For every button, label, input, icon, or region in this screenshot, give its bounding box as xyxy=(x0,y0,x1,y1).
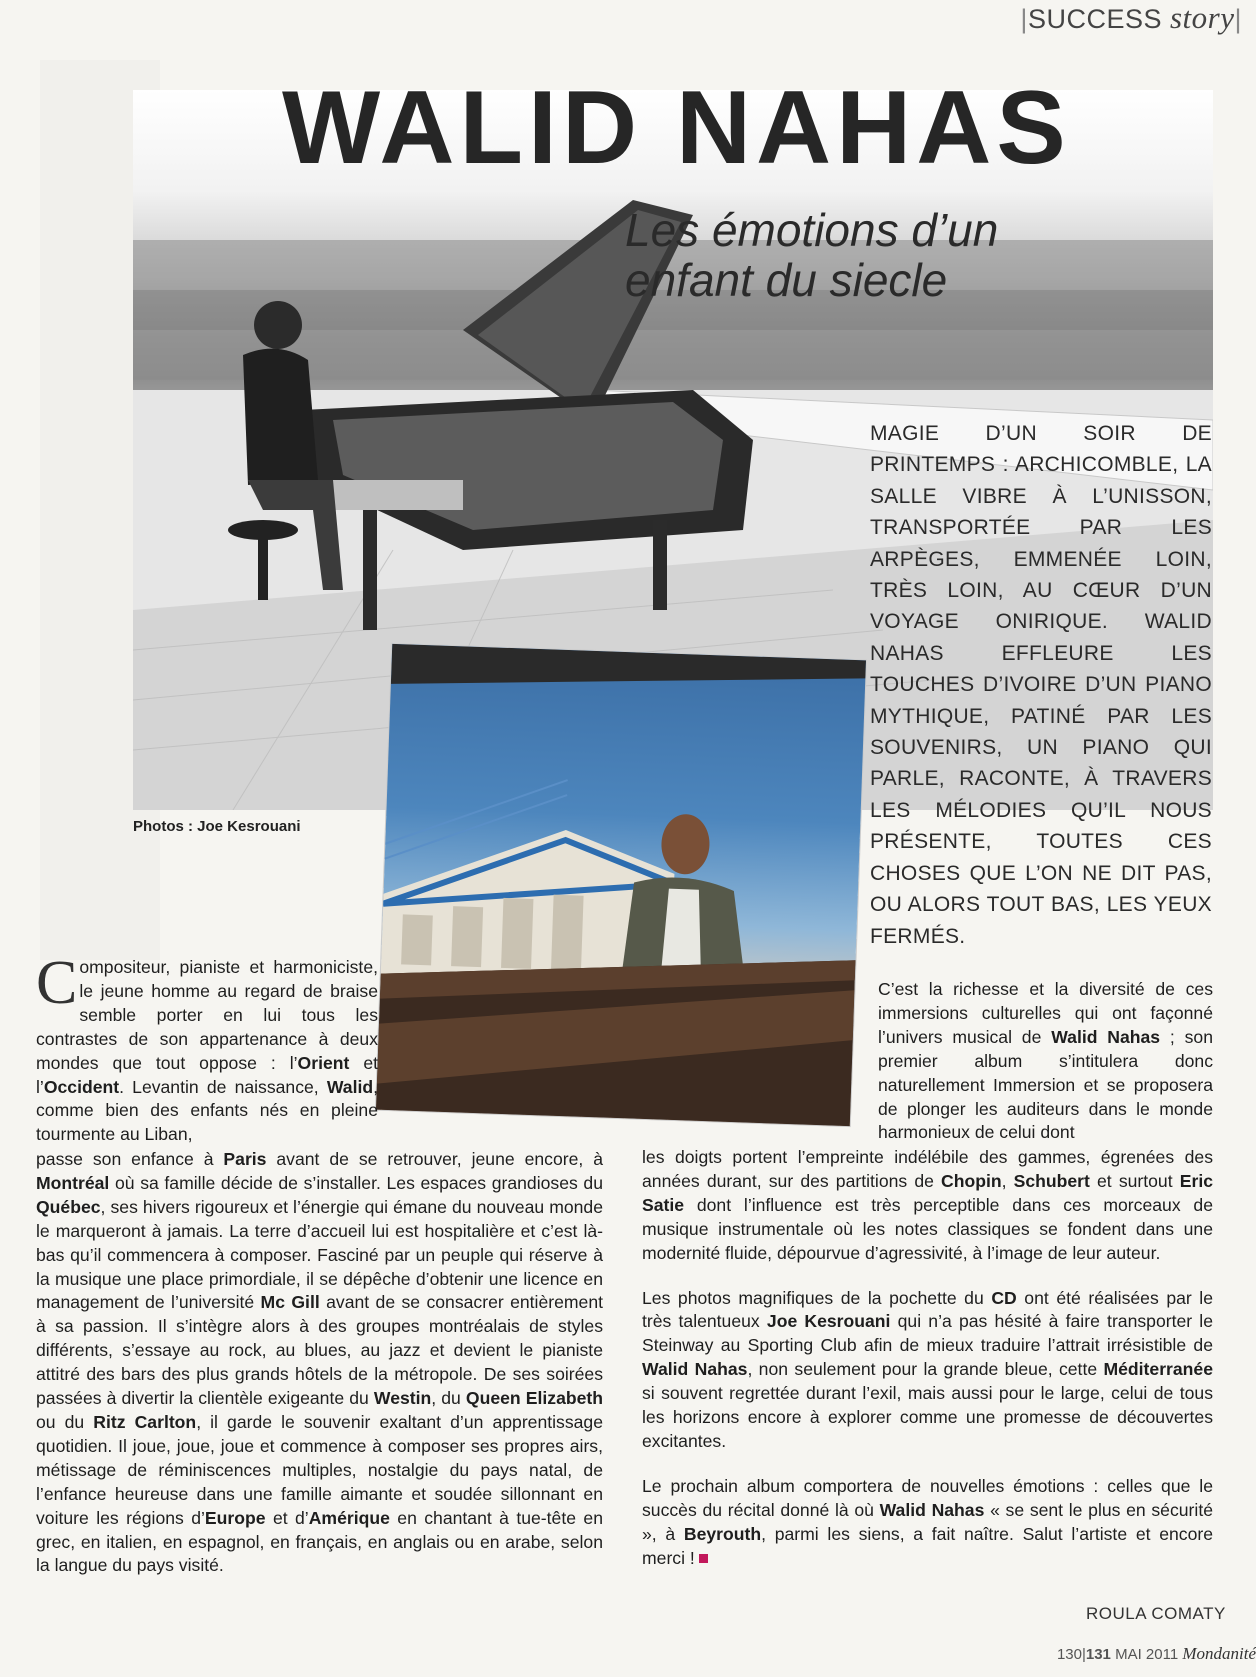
section-name-italic: story xyxy=(1169,0,1235,35)
drop-cap: C xyxy=(36,949,78,1017)
issue-date: MAI 2011 xyxy=(1115,1646,1179,1663)
end-of-article-mark xyxy=(699,1554,708,1563)
page-number-left: 130 xyxy=(1056,1646,1082,1663)
magazine-name: Mondanité xyxy=(1182,1644,1256,1663)
intro-paragraph: MAGIE D’UN SOIR DE PRINTEMPS : ARCHICOMBLE, LA SALLE VIBRE À L’UNISSON, TRANSPORTÉE PAR LES ARPÈGES, EMMENÉE LOIN, TRÈS LOIN, AU CŒUR D’UN VOYAGE ONIRIQUE. WALID NAHAS EFFLEURE LES TOUCHES D’IVOIRE D’UN PIANO MYTHIQUE, PATINÉ PAR LES SOUVENIRS, UN PIANO QUI PARLE, RACONTE, À TRAVERS LES MÉLODIES QU’IL NOUS PRÉSENTE, TOUTES CES CHOSES QUE L’ON NE DIT PAS, OU ALORS TOUT BAS, LES YEUX FERMÉS. xyxy=(870,422,1212,948)
article-subtitle xyxy=(625,206,998,305)
page-footer: 130|131 MAI 2011 Mondanité xyxy=(1056,1644,1256,1663)
page-number-right: 131 xyxy=(1085,1646,1111,1663)
body-column-right-top: C’est la richesse et la diversité de ces immersions culturelles qui ont façonné l’univers musical de Walid Nahas ; son premier album s’intitulera donc naturellement Immersion et se proposera de plonger les auditeurs dans le monde harmonieux de celui dont xyxy=(878,979,1213,1143)
paragraph: Les photos magnifiques de la pochette du CD ont été réalisées par le très talentueux Joe Kesrouani qui n’a pas hésité à faire transporter le Steinway au Sporting Club afin de mieux traduire l’attrait irrésistible de Walid Nahas, non seulement pour la grande bleue, cette Méditerranée si souvent regrettée durant l’exil, mais aussi pour le large, celui de tous les horizons encore à explorer comme une promesse de découvertes excitantes. xyxy=(642,1287,1214,1451)
pianist-closeup-illustration xyxy=(376,644,866,1126)
section-label: |SUCCESS story| xyxy=(1020,0,1242,35)
paragraph: Le prochain album comportera de nouvelles émotions : celles que le succès du récital donné là où Walid Nahas « se sent le plus en sécurité », à Beyrouth, parmi les siens, a fait naître. Salut l’artiste et encore merci ! xyxy=(642,1475,1213,1568)
section-name: SUCCESS xyxy=(1027,4,1162,34)
body-column-left-top: C ompositeur, pianiste et harmoniciste, le jeune homme au regard de braise semble porter en lui tous les contrastes de son appartenance à deux mondes que tout oppose : l’Orient et l’Occident. Levantin de naissance, Walid, comme bien des enfants nés en pleine tourmente au Liban, xyxy=(36,949,378,1145)
author-byline: ROULA COMATY xyxy=(1086,1604,1226,1623)
body-column-left: passe son enfance à Paris avant de se retrouver, jeune encore, à Montréal où sa famille décide de s’installer. Les espaces grandioses du Québec, ses hivers rigoureux et l’énergie qui émane du nouveau monde le marqueront à jamais. La terre d’accueil lui est hospitalière et c’est là-bas qu’il commencera à composer. Fasciné par un peuple qui réserve à la musique une place primordiale, il se dépêche d’obtenir une licence en management de l’université Mc Gill avant de se consacrer entièrement à sa passion. Il s’intègre alors à des groupes montréalais de styles différents, s’essaye au rock, au blues, au jazz et devient le pianiste attitré des bars des plus grands hôtels de la métropole. De ses soirées passées à divertir la clientèle exigeante du Westin, du Queen Elizabeth ou du Ritz Carlton, il garde le souvenir exaltant d’un apprentissage quotidien. Il joue, joue, joue et commence à composer ses propres airs, métissage de réminiscences multiples, nostalgie du pays natal, de l’enfance heureuse dans une famille aimante et soudée sillonnant en voiture les régions d’Europe et d’Amérique en chantant à tue-tête en grec, en italien, en espagnol, en français, en anglais ou en arabe, selon la langue du pays visité. xyxy=(36,1149,604,1576)
body-column-right xyxy=(642,1146,1213,1592)
second-photo xyxy=(376,644,866,1126)
article-title: WALID NAHAS xyxy=(282,70,1071,186)
paragraph: les doigts portent l’empreinte indélébile des gammes, égrenées des années durant, sur des partitions de Chopin, Schubert et surtout Eric Satie dont l’influence est très perceptible dans ces morceaux de musique instrumentale où les notes classiques se fondent dans une modernité fluide, dépourvue d’agressivité, à l’image de leur auteur. xyxy=(642,1147,1213,1263)
photo-caption: Photos : Joe Kesrouani xyxy=(133,818,301,835)
subtitle-line-2: enfant du siecle xyxy=(625,253,948,306)
subtitle-line-1: Les émotions d’un xyxy=(625,204,999,256)
